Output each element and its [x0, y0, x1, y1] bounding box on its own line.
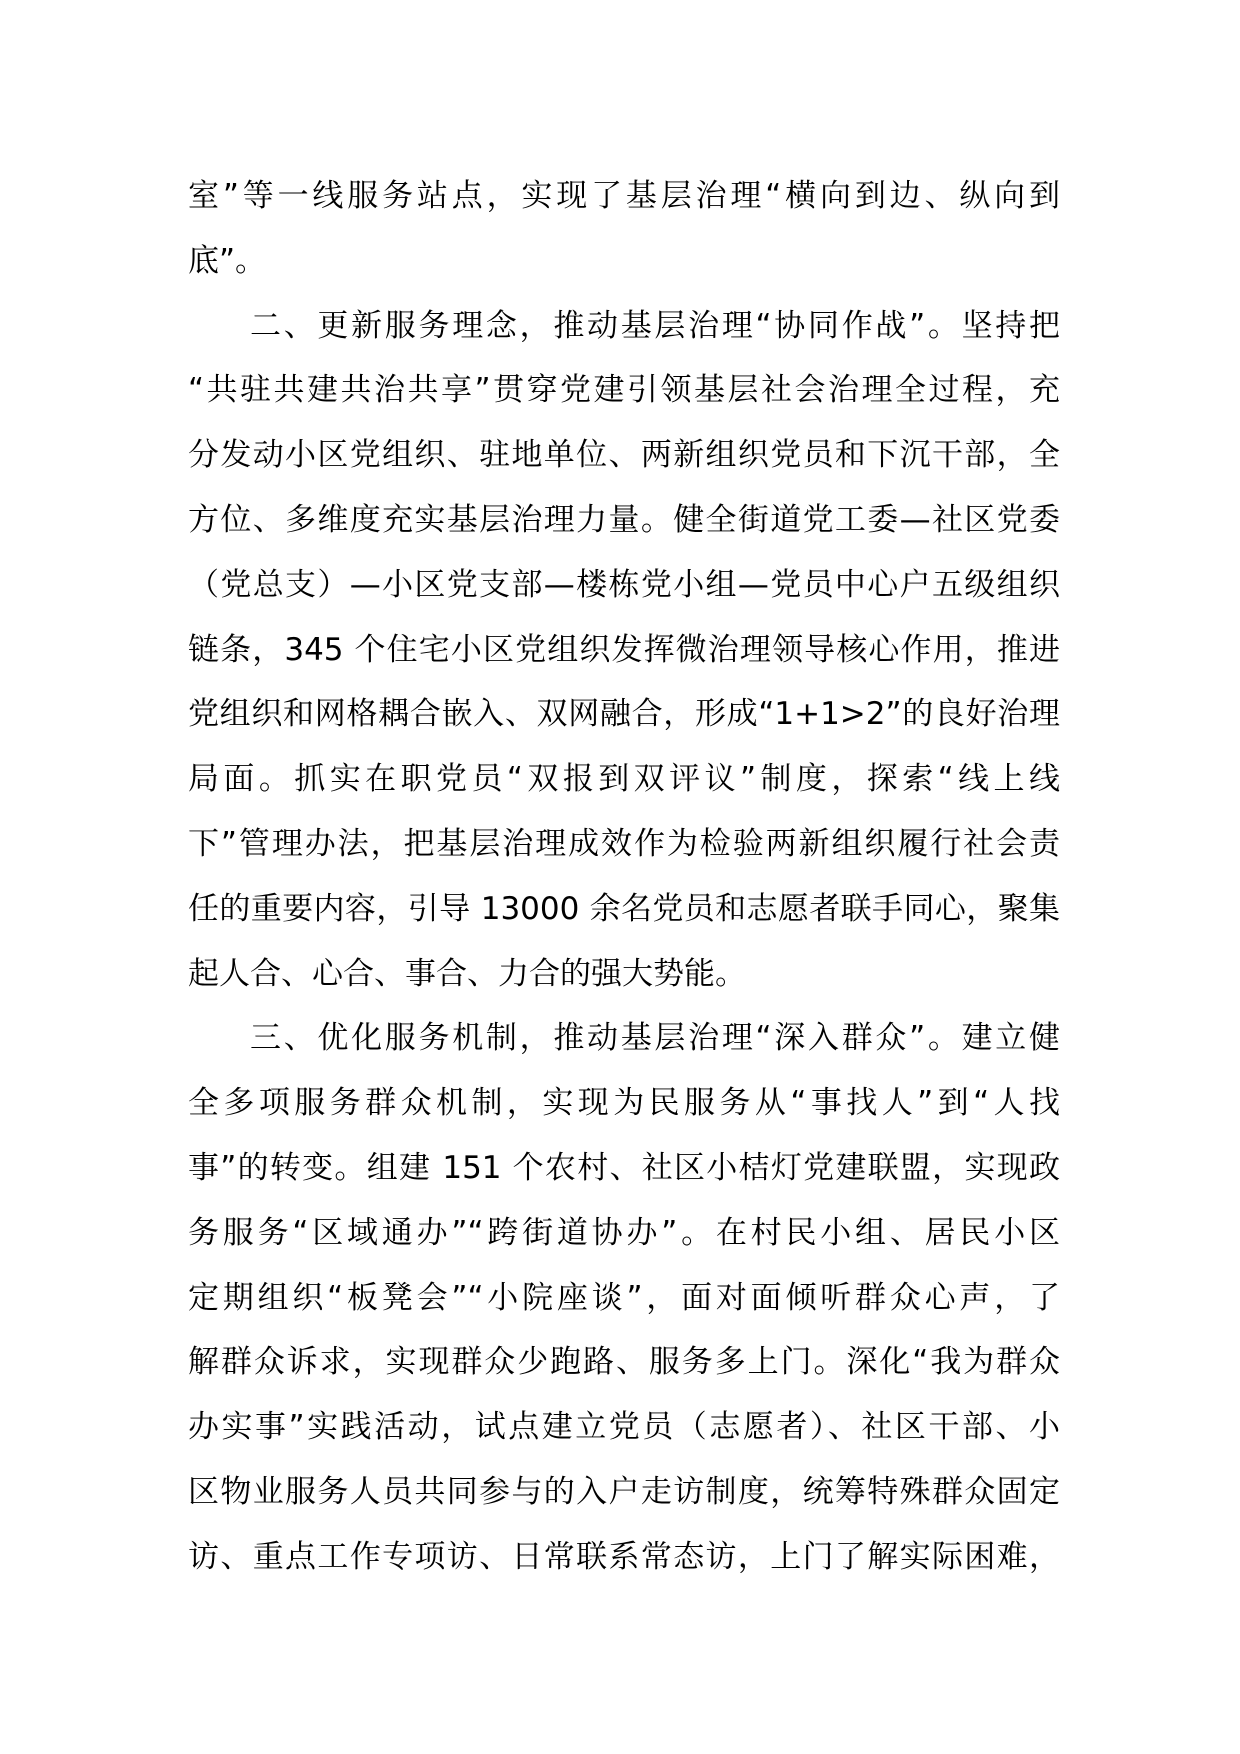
text-line: 访、重点工作专项访、日常联系常态访，上门了解实际困难，	[188, 1538, 1060, 1575]
text-line: （党总支）—小区党支部—楼栋党小组—党员中心户五级组织	[188, 566, 1060, 603]
paragraph-heading-line: 三、优化服务机制，推动基层治理“深入群众”。建立健	[250, 1020, 1060, 1057]
paragraph-heading-line: 二、更新服务理念，推动基层治理“协同作战”。坚持把	[250, 307, 1060, 344]
text-line: 党组织和网格耦合嵌入、双网融合，形成“1+1>2”的良好治理	[188, 696, 1060, 733]
text-line: 局面。抓实在职党员“双报到双评议”制度，探索“线上线	[188, 761, 1060, 798]
text-line: 底”。	[188, 242, 267, 279]
text-line: 方位、多维度充实基层治理力量。健全街道党工委—社区党委	[188, 501, 1060, 538]
text-line: 任的重要内容，引导 13000 余名党员和志愿者联手同心，聚集	[188, 890, 1060, 927]
text-line: 解群众诉求，实现群众少跑路、服务多上门。深化“我为群众	[188, 1344, 1060, 1381]
text-line: 务服务“区域通办”“跨街道协办”。在村民小组、居民小区	[188, 1214, 1060, 1251]
text-line: 起人合、心合、事合、力合的强大势能。	[188, 955, 746, 992]
text-line: 分发动小区党组织、驻地单位、两新组织党员和下沉干部，全	[188, 437, 1060, 474]
text-line: 室”等一线服务站点，实现了基层治理“横向到边、纵向到	[188, 178, 1060, 214]
text-line: 链条，345 个住宅小区党组织发挥微治理领导核心作用，推进	[188, 631, 1060, 668]
text-line: 区物业服务人员共同参与的入户走访制度，统筹特殊群众固定	[188, 1473, 1060, 1510]
text-line: “共驻共建共治共享”贯穿党建引领基层社会治理全过程，充	[188, 372, 1060, 409]
text-line: 下”管理办法，把基层治理成效作为检验两新组织履行社会责	[188, 825, 1060, 862]
text-line: 事”的转变。组建 151 个农村、社区小桔灯党建联盟，实现政	[188, 1149, 1060, 1186]
text-line: 全多项服务群众机制，实现为民服务从“事找人”到“人找	[188, 1085, 1060, 1122]
text-line: 定期组织“板凳会”“小院座谈”，面对面倾听群众心声，了	[188, 1279, 1060, 1316]
body-text	[188, 164, 1060, 1590]
text-line: 办实事”实践活动，试点建立党员（志愿者）、社区干部、小	[188, 1409, 1060, 1446]
